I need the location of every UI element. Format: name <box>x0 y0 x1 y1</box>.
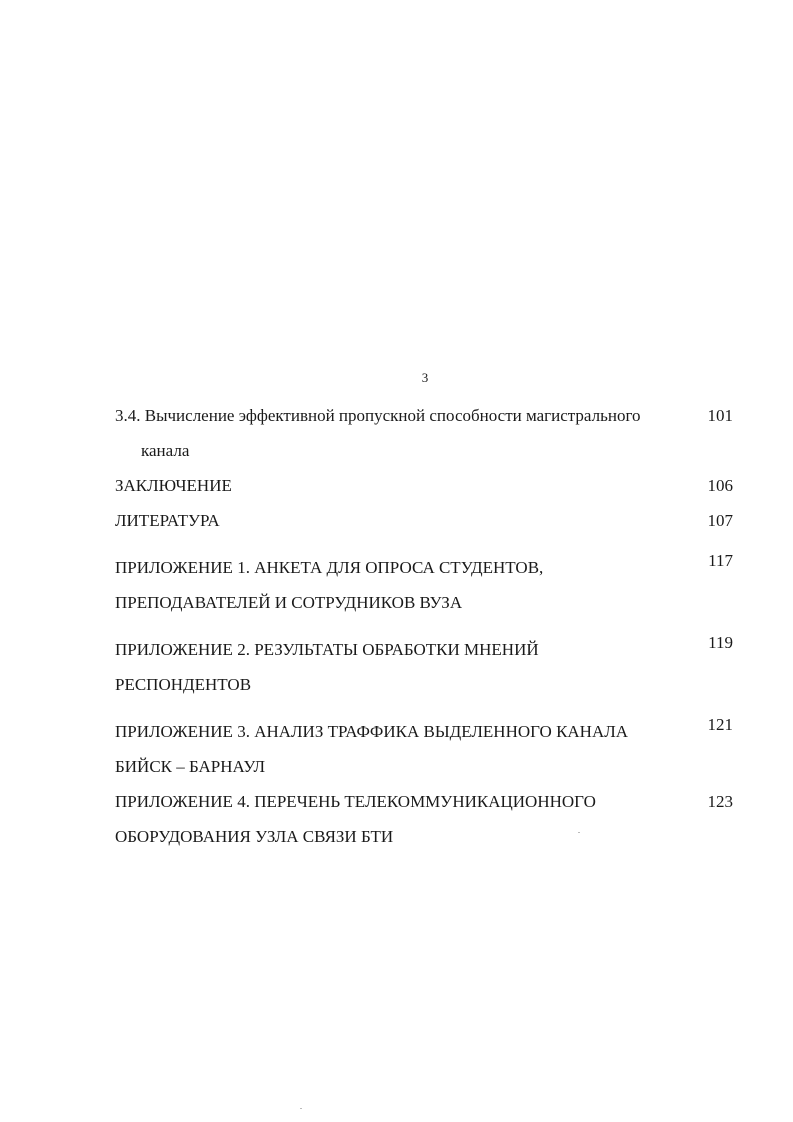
toc-entry-appendix-1 <box>115 550 733 620</box>
toc-entry-page: 101 <box>707 406 733 425</box>
toc-entry-page: 107 <box>707 511 733 530</box>
toc-entry-page: 119 <box>708 633 733 652</box>
toc-entry-title-line: ОБОРУДОВАНИЯ УЗЛА СВЯЗИ БТИ <box>115 827 394 846</box>
toc-entry-section-3-4 <box>115 398 733 468</box>
toc-entry-title-line: БИЙСК – БАРНАУЛ <box>115 757 265 776</box>
toc-entry-title <box>115 714 675 784</box>
toc-entry-page: 121 <box>707 715 733 734</box>
toc-entry-conclusion <box>115 468 733 503</box>
toc-entry-page: 123 <box>707 792 733 811</box>
toc-entry-appendix-3 <box>115 714 733 784</box>
toc-entry-page: 117 <box>708 551 733 570</box>
toc-entry-title-line: ПРЕПОДАВАТЕЛЕЙ И СОТРУДНИКОВ ВУЗА <box>115 593 463 612</box>
toc-entry-title <box>115 784 675 854</box>
toc-entry-appendix-2 <box>115 632 733 702</box>
toc-entry-title <box>115 503 675 538</box>
toc-entry-title-line: ПРИЛОЖЕНИЕ 3. АНАЛИЗ ТРАФФИКА ВЫДЕЛЕННОГО КАНАЛА <box>115 722 629 741</box>
toc-entry-literature <box>115 503 733 538</box>
toc-entry-title-line: РЕСПОНДЕНТОВ <box>115 675 252 694</box>
toc-entry-title-line: 3.4. Вычисление эффективной пропускной способности магистрального <box>115 406 641 425</box>
toc-entry-title-line: ЗАКЛЮЧЕНИЕ <box>115 476 232 495</box>
toc-entry-title-line: канала <box>141 441 190 460</box>
toc-entry-page: 106 <box>707 476 733 495</box>
toc-entry-title <box>115 468 675 503</box>
toc-entry-title <box>115 398 675 468</box>
toc-entry-appendix-4 <box>115 784 733 854</box>
toc-entry-title <box>115 632 675 702</box>
toc-entry-title-line: ПРИЛОЖЕНИЕ 4. ПЕРЕЧЕНЬ ТЕЛЕКОММУНИКАЦИОННОГО <box>115 792 596 811</box>
scan-speck <box>300 1108 302 1109</box>
toc-entry-title-line: ПРИЛОЖЕНИЕ 1. АНКЕТА ДЛЯ ОПРОСА СТУДЕНТОВ, <box>115 558 544 577</box>
scan-speck <box>578 832 580 833</box>
toc-entry-title-line: ЛИТЕРАТУРА <box>115 511 220 530</box>
table-of-contents <box>115 398 733 854</box>
toc-entry-title-line: ПРИЛОЖЕНИЕ 2. РЕЗУЛЬТАТЫ ОБРАБОТКИ МНЕНИЙ <box>115 640 539 659</box>
page-number: 3 <box>421 370 429 385</box>
toc-entry-title <box>115 550 675 620</box>
